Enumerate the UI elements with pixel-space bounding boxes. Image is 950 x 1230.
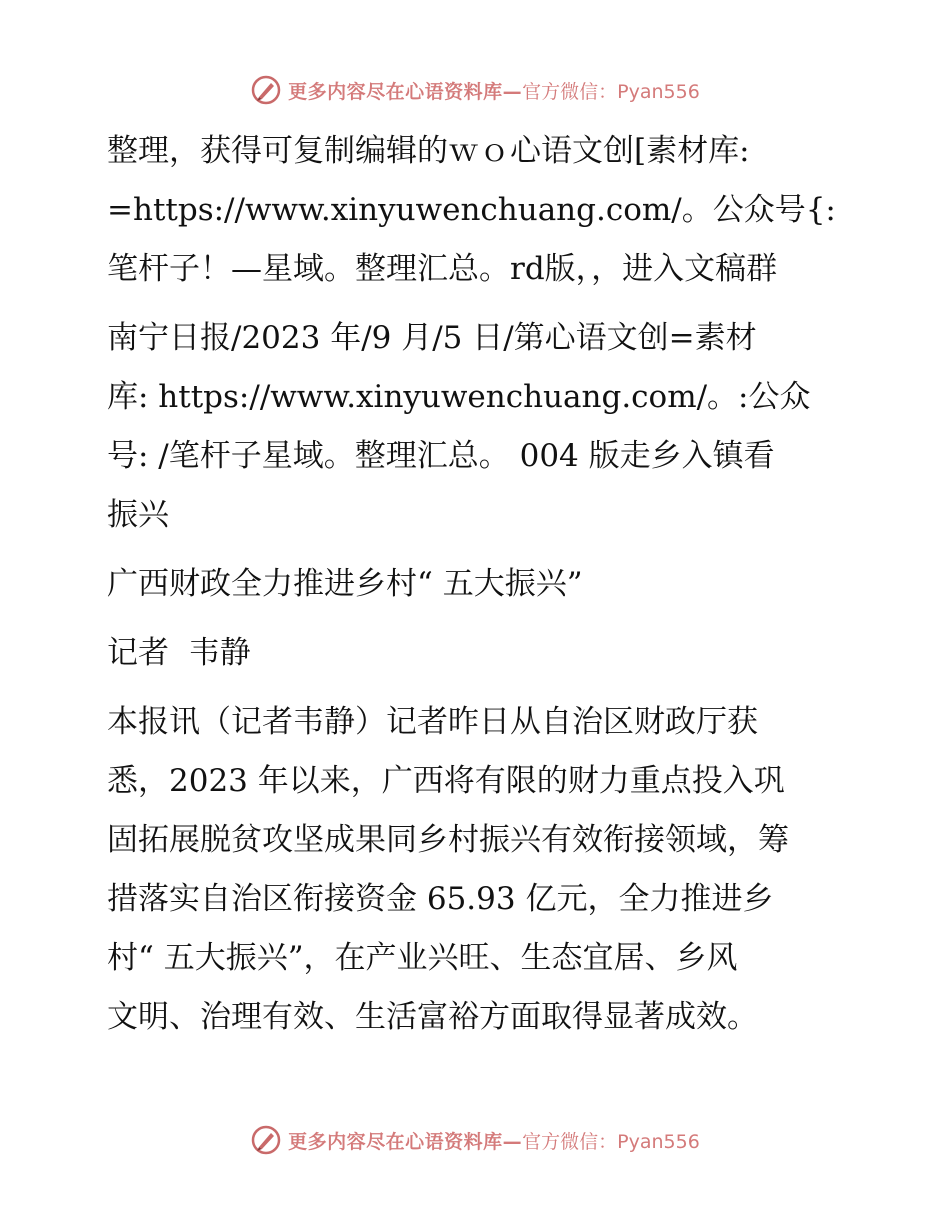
text-line: 振兴 bbox=[107, 497, 169, 533]
banner-wechat-text: 官方微信：Pyan556 bbox=[522, 1130, 700, 1153]
article-byline bbox=[97, 624, 867, 683]
pen-circle-logo-icon bbox=[250, 1124, 282, 1156]
text-line: 措落实自治区衔接资金 65.93 亿元，全力推进乡 bbox=[107, 881, 774, 917]
pen-circle-logo-icon bbox=[250, 74, 282, 106]
banner-site-text: 更多内容尽在心语资料库— bbox=[288, 80, 523, 103]
banner-site-text: 更多内容尽在心语资料库— bbox=[288, 1130, 523, 1153]
article-body bbox=[97, 693, 867, 1047]
text-line: 记者 韦静 bbox=[107, 635, 251, 671]
text-line: 南宁日报/2023 年/9 月/5 日/第心语文创=素材 bbox=[107, 320, 757, 356]
text-line: 文明、治理有效、生活富裕方面取得显著成效。 bbox=[107, 999, 758, 1035]
text-line: 广西财政全力推进乡村“ 五大振兴” bbox=[107, 566, 583, 602]
text-line: 整理，获得可复制编辑的ｗｏ心语文创[素材库: bbox=[107, 133, 750, 169]
document-body bbox=[97, 122, 867, 1047]
text-line: 村“ 五大振兴”，在产业兴旺、生态宜居、乡风 bbox=[107, 940, 738, 976]
watermark-banner-bottom bbox=[0, 1120, 950, 1160]
text-line: 库: https://www.xinyuwenchuang.com/。:公众 bbox=[107, 379, 811, 415]
banner-wechat-text: 官方微信：Pyan556 bbox=[522, 80, 700, 103]
text-line: 笔杆子！—星域。整理汇总。rd版，，进入文稿群 bbox=[107, 251, 778, 287]
text-line: 号: /笔杆子星域。整理汇总。 004 版走乡入镇看 bbox=[107, 438, 775, 474]
text-line: 悉，2023 年以来，广西将有限的财力重点投入巩 bbox=[107, 763, 785, 799]
paragraph-source bbox=[97, 309, 867, 545]
text-line: =https://www.xinyuwenchuang.com/。公众号{: bbox=[107, 192, 836, 228]
watermark-banner-top bbox=[0, 70, 950, 110]
text-line: 本报讯（记者韦静）记者昨日从自治区财政厅获 bbox=[107, 704, 758, 740]
article-headline bbox=[97, 555, 867, 614]
text-line: 固拓展脱贫攻坚成果同乡村振兴有效衔接领域，筹 bbox=[107, 822, 789, 858]
paragraph-intro bbox=[97, 122, 867, 299]
